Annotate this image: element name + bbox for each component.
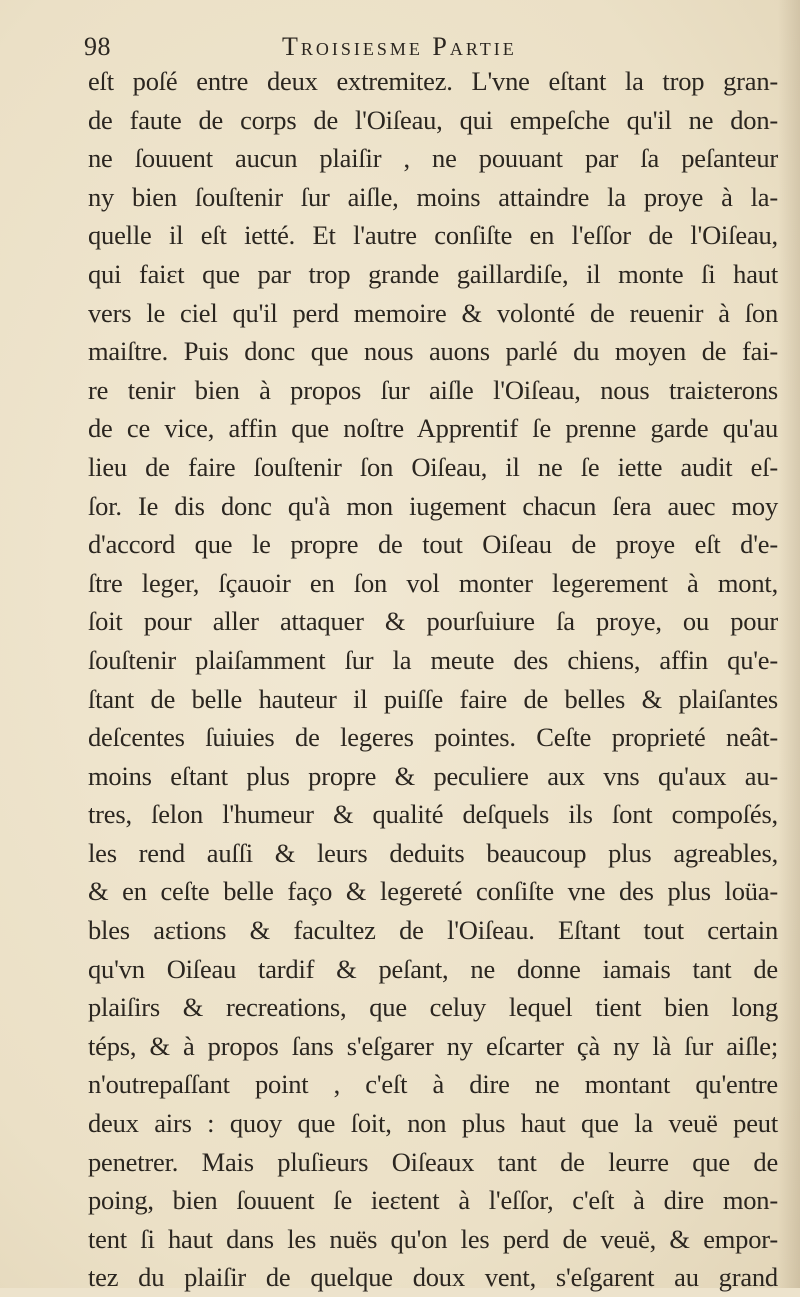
text-line: poing, bien ſouuent ſe ieɛtent à l'eſſor, c'eſt à dire mon-: [88, 1185, 778, 1216]
text-line: d'accord que le propre de tout Oiſeau de proye eſt d'e-: [88, 529, 778, 560]
text-line: quelle il eſt ietté. Et l'autre conſiſte en l'eſſor de l'Oiſeau,: [88, 220, 778, 251]
text-line: deſcentes ſuiuies de legeres pointes. Ceſte proprieté neât-: [88, 722, 778, 753]
text-line: ne ſouuent aucun plaiſir , ne pouuant par ſa peſanteur: [88, 143, 778, 174]
text-line: bles aɛtions & facultez de l'Oiſeau. Eſtant tout certain: [88, 915, 778, 946]
text-line: lieu de faire ſouſtenir ſon Oiſeau, il ne ſe iette audit eſ-: [88, 451, 778, 482]
text-line: plaiſirs & recreations, que celuy lequel tient bien long: [88, 992, 778, 1023]
text-line: ſor. Ie dis donc qu'à mon iugement chacun ſera auec moy: [88, 490, 778, 521]
text-line: tent ſi haut dans les nuës qu'on les perd de veuë, & empor-: [88, 1223, 778, 1254]
running-title: Troisiesme Partie: [282, 32, 517, 61]
page-header: [84, 28, 784, 64]
text-line: n'outrepaſſant point , c'eſt à dire ne montant qu'entre: [88, 1069, 778, 1100]
text-line: deux airs : quoy que ſoit, non plus haut que la veuë peut: [88, 1108, 778, 1139]
page-number: 98: [84, 32, 111, 61]
text-line: téps, & à propos ſans s'eſgarer ny eſcarter çà ny là ſur aiſle;: [88, 1030, 778, 1061]
text-line: qu'vn Oiſeau tardif & peſant, ne donne iamais tant de: [88, 953, 778, 984]
text-line: moins eſtant plus propre & peculiere aux vns qu'aux au-: [88, 760, 778, 791]
text-line: tres, ſelon l'humeur & qualité deſquels ils ſont compoſés,: [88, 799, 778, 830]
text-line: ny bien ſouſtenir ſur aiſle, moins attaindre la proye à la-: [88, 181, 778, 212]
text-line: les rend auſſi & leurs deduits beaucoup plus agreables,: [88, 837, 778, 868]
text-line: ſoit pour aller attaquer & pourſuiure ſa proye, ou pour: [88, 606, 778, 637]
text-line: tez du plaiſir de quelque doux vent, s'eſgarent au grand: [88, 1262, 778, 1293]
text-line: re tenir bien à propos ſur aiſle l'Oiſeau, nous traiɛterons: [88, 374, 778, 405]
body-text: [88, 62, 778, 1297]
text-line: vers le ciel qu'il perd memoire & volonté de reuenir à ſon: [88, 297, 778, 328]
text-line: maiſtre. Puis donc que nous auons parlé du moyen de fai-: [88, 336, 778, 367]
text-line: ſtre leger, ſçauoir en ſon vol monter legerement à mont,: [88, 567, 778, 598]
text-line: qui faiɛt que par trop grande gaillardiſe, il monte ſi haut: [88, 258, 778, 289]
text-line: de ce vice, affin que noſtre Apprentif ſe prenne garde qu'au: [88, 413, 778, 444]
text-line: de faute de corps de l'Oiſeau, qui empeſche qu'il ne don-: [88, 104, 778, 135]
text-line: ſtant de belle hauteur il puiſſe faire de belles & plaiſantes: [88, 683, 778, 714]
text-line: & en ceſte belle faço & legereté conſiſte vne des plus loüa-: [88, 876, 778, 907]
text-line: penetrer. Mais pluſieurs Oiſeaux tant de leurre que de: [88, 1146, 778, 1177]
text-line: ſouſtenir plaiſamment ſur la meute des chiens, affin qu'e-: [88, 644, 778, 675]
text-line: eſt poſé entre deux extremitez. L'vne eſtant la trop gran-: [88, 66, 778, 96]
